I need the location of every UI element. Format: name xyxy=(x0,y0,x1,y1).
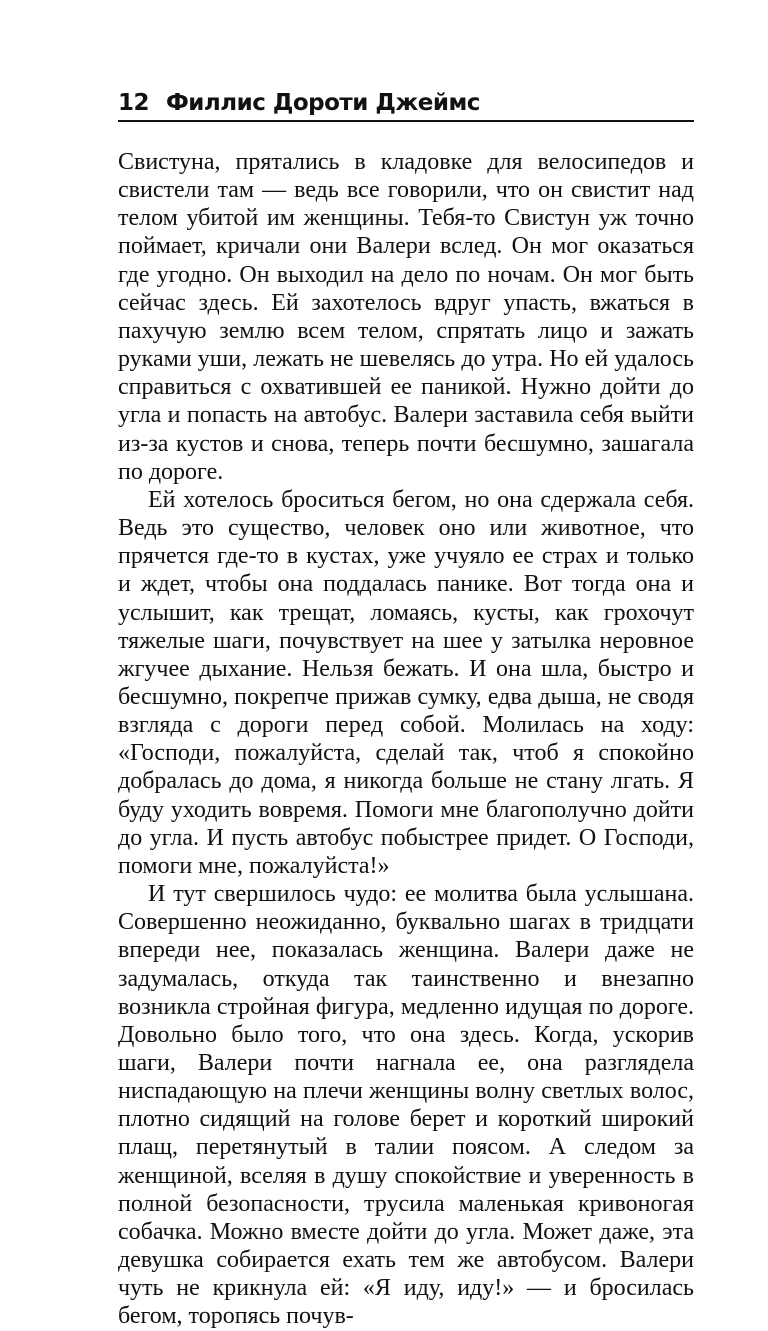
paragraph-3: И тут свершилось чудо: ее молитва была услышана. Совершенно неожиданно, буквально шагах в тридцати впереди нее, показалась женщина. Валери даже не задумалась, откуда так таинственно и внезапно возникла стройная фигура, медленно идущая по дороге. Довольно было того, что она здесь. Когда, ускорив шаги, Валери почти нагнала ее, она разглядела ниспадающую на плечи женщины волну светлых волос, плотно сидящий на голове берет и короткий широкий плащ, перетянутый в талии поясом. А следом за женщиной, вселяя в душу спокойствие и уверенность в полной безопасности, трусила маленькая кривоногая собачка. Можно вместе дойти до угла. Может даже, эта девушка собирается ехать тем же автобусом. Валери чуть не крикнула ей: «Я иду, иду!» — и бросилась бегом, торопясь почув- xyxy=(118,881,694,1330)
page-number: 12 xyxy=(118,90,150,116)
book-title: Филлис Дороти Джеймс xyxy=(166,90,480,116)
paragraph-2: Ей хотелось броситься бегом, но она сдержала себя. Ведь это существо, человек оно или животное, что прячется где-то в кустах, уже учуяло ее страх и только и ждет, чтобы она поддалась панике. Вот тогда она и услышит, как трещат, ломаясь, кусты, как грохочут тяжелые шаги, почувствует на шее у затылка неровное жгучее дыхание. Нельзя бежать. И она шла, быстро и бесшумно, покрепче прижав сумку, едва дыша, не сводя взгляда с дороги перед собой. Молилась на ходу: «Господи, пожалуйста, сделай так, чтоб я спокойно добралась до дома, я никогда больше не стану лгать. Я буду уходить вовремя. Помоги мне благополучно дойти до угла. И пусть автобус побыстрее придет. О Господи, помоги мне, пожалуйста!» xyxy=(118,486,694,879)
running-header xyxy=(118,86,694,122)
body-text xyxy=(118,148,694,1331)
paragraph-1: Свистуна, прятались в кладовке для велосипедов и свистели там — ведь все говорили, что он свистит над телом убитой им женщины. Тебя-то Свистун уж точно поймает, кричали они Валери вслед. Он мог оказаться где угодно. Он выходил на дело по ночам. Он мог быть сейчас здесь. Ей захотелось вдруг упасть, вжаться в пахучую землю всем телом, спрятать лицо и зажать руками уши, лежать не шевелясь до утра. Но ей удалось справиться с охватившей ее паникой. Нужно дойти до угла и попасть на автобус. Валери заставила себя выйти из-за кустов и снова, теперь почти бесшумно, зашагала по дороге. xyxy=(118,149,694,485)
